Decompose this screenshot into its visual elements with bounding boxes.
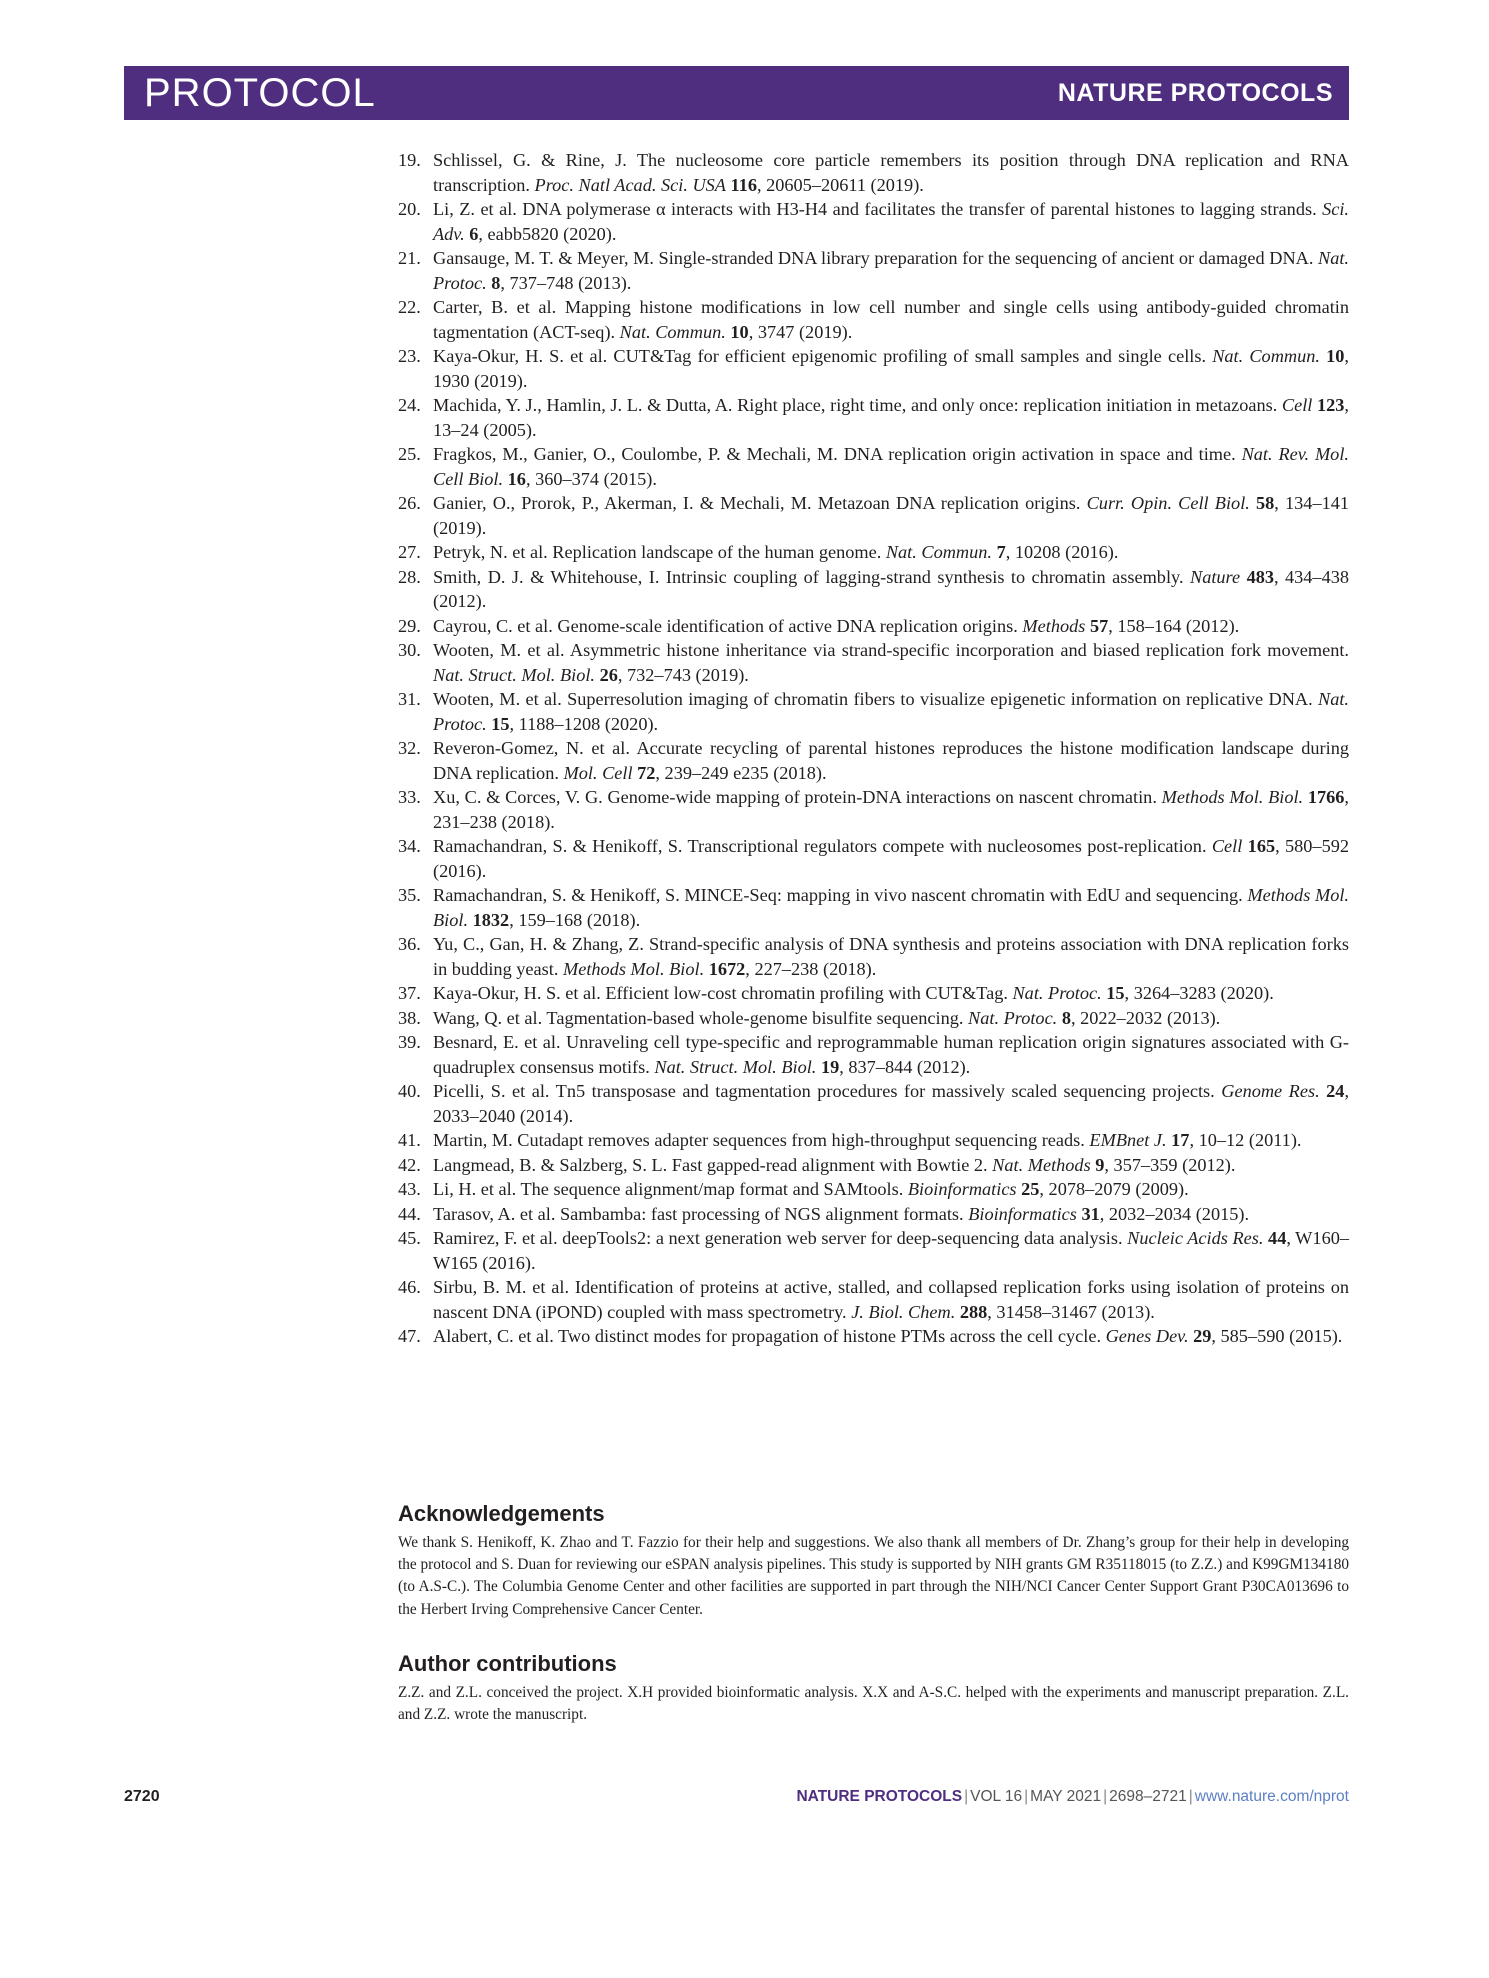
reference-number: 47. xyxy=(398,1326,421,1346)
reference-list xyxy=(398,148,1349,1349)
footer-url-link[interactable]: www.nature.com/nprot xyxy=(1194,1788,1349,1805)
reference-text: Kaya-Okur, H. S. et al. CUT&Tag for efficient epigenomic profiling of small samples and single cells. Nat. Commun. 10, 1930 (2019). xyxy=(433,346,1349,391)
reference-text: Ramirez, F. et al. deepTools2: a next generation web server for deep-sequencing data analysis. Nucleic Acids Res. 44, W160–W165 (2016). xyxy=(433,1228,1349,1273)
reference-number: 22. xyxy=(398,297,421,317)
reference-number: 40. xyxy=(398,1081,421,1101)
reference-item xyxy=(398,246,1349,295)
reference-item xyxy=(398,1128,1349,1153)
author-contributions-text: Z.Z. and Z.L. conceived the project. X.H provided bioinformatic analysis. X.X and A-S.C. helped with the experiments and manuscript preparation. Z.L. and Z.Z. wrote the manuscript. xyxy=(398,1684,1349,1724)
reference-number: 21. xyxy=(398,248,421,268)
reference-number: 30. xyxy=(398,640,421,660)
reference-text: Sirbu, B. M. et al. Identification of proteins at active, stalled, and collapsed replication forks using isolation of proteins on nascent DNA (iPOND) coupled with mass spectrometry. J. Biol. Chem. 288, 31458–31467 (2013). xyxy=(433,1277,1349,1322)
reference-number: 36. xyxy=(398,934,421,954)
reference-text: Carter, B. et al. Mapping histone modifications in low cell number and single cells using antibody-guided chromatin tagmentation (ACT-seq). Nat. Commun. 10, 3747 (2019). xyxy=(433,297,1349,342)
acknowledgements-text: We thank S. Henikoff, K. Zhao and T. Fazzio for their help and suggestions. We also thank all members of Dr. Zhang’s group for their help in developing the protocol and S. Duan for reviewing our eSPAN analysis pipelines. This study is supported by NIH grants GM R35118015 (to Z.Z.) and K99GM134180 (to A.S-C.). The Columbia Genome Center and other facilities are supported in part through the NIH/NCI Cancer Center Support Grant P30CA013696 to the Herbert Irving Comprehensive Cancer Center. xyxy=(398,1534,1349,1618)
reference-item xyxy=(398,736,1349,785)
reference-item xyxy=(398,295,1349,344)
reference-number: 24. xyxy=(398,395,421,415)
page-number: 2720 xyxy=(124,1788,160,1805)
reference-number: 26. xyxy=(398,493,421,513)
footer-citation: NATURE PROTOCOLS | VOL 16 | MAY 2021 | 2698–2721 | www.nature.com/nprot xyxy=(796,1788,1349,1805)
reference-item xyxy=(398,932,1349,981)
reference-number: 34. xyxy=(398,836,421,856)
reference-text: Li, H. et al. The sequence alignment/map format and SAMtools. Bioinformatics 25, 2078–2079 (2009). xyxy=(433,1179,1189,1199)
section-label: PROTOCOL xyxy=(144,71,376,115)
reference-item xyxy=(398,1079,1349,1128)
reference-number: 46. xyxy=(398,1277,421,1297)
reference-text: Martin, M. Cutadapt removes adapter sequences from high-throughput sequencing reads. EMBnet J. 17, 10–12 (2011). xyxy=(433,1130,1302,1150)
reference-text: Alabert, C. et al. Two distinct modes for propagation of histone PTMs across the cell cycle. Genes Dev. 29, 585–590 (2015). xyxy=(433,1326,1343,1346)
reference-text: Wooten, M. et al. Asymmetric histone inheritance via strand-specific incorporation and biased replication fork movement. Nat. Struct. Mol. Biol. 26, 732–743 (2019). xyxy=(433,640,1349,685)
reference-number: 27. xyxy=(398,542,421,562)
reference-item xyxy=(398,1275,1349,1324)
reference-item xyxy=(398,834,1349,883)
reference-item xyxy=(398,1324,1349,1349)
reference-text: Tarasov, A. et al. Sambamba: fast processing of NGS alignment formats. Bioinformatics 31, 2032–2034 (2015). xyxy=(433,1203,1250,1224)
reference-text: Fragkos, M., Ganier, O., Coulombe, P. & Mechali, M. DNA replication origin activation in space and time. Nat. Rev. Mol. Cell Biol. 16, 360–374 (2015). xyxy=(433,444,1349,489)
reference-item xyxy=(398,614,1349,639)
footer-date: MAY 2021 xyxy=(1030,1788,1102,1805)
footer-volume: VOL 16 xyxy=(970,1788,1023,1805)
reference-text: Yu, C., Gan, H. & Zhang, Z. Strand-specific analysis of DNA synthesis and proteins association with DNA replication forks in budding yeast. Methods Mol. Biol. 1672, 227–238 (2018). xyxy=(433,934,1349,979)
reference-number: 29. xyxy=(398,615,421,636)
footer-journal: NATURE PROTOCOLS xyxy=(796,1788,963,1805)
reference-text: Besnard, E. et al. Unraveling cell type-specific and reprogrammable human replication origin signatures associated with G-quadruplex consensus motifs. Nat. Struct. Mol. Biol. 19, 837–844 (2012). xyxy=(433,1032,1349,1077)
reference-item xyxy=(398,442,1349,491)
author-contributions-heading: Author contributions xyxy=(398,1651,617,1676)
reference-item xyxy=(398,148,1349,197)
reference-item xyxy=(398,981,1349,1006)
reference-item xyxy=(398,1177,1349,1202)
reference-text: Picelli, S. et al. Tn5 transposase and tagmentation procedures for massively scaled sequencing projects. Genome Res. 24, 2033–2040 (2014). xyxy=(433,1081,1350,1126)
reference-text: Wang, Q. et al. Tagmentation-based whole-genome bisulfite sequencing. Nat. Protoc. 8, 2022–2032 (2013). xyxy=(433,1007,1221,1028)
journal-name: NATURE PROTOCOLS xyxy=(1057,79,1333,107)
reference-text: Machida, Y. J., Hamlin, J. L. & Dutta, A. Right place, right time, and only once: replication initiation in metazoans. Cell 123, 13–24 (2005). xyxy=(433,395,1349,440)
reference-number: 20. xyxy=(398,199,421,219)
reference-item xyxy=(398,393,1349,442)
acknowledgements-heading: Acknowledgements xyxy=(398,1501,605,1526)
reference-number: 39. xyxy=(398,1032,421,1052)
reference-text: Gansauge, M. T. & Meyer, M. Single-stranded DNA library preparation for the sequencing of ancient or damaged DNA. Nat. Protoc. 8, 737–748 (2013). xyxy=(433,248,1349,293)
reference-number: 45. xyxy=(398,1228,421,1248)
reference-item xyxy=(398,687,1349,736)
reference-number: 44. xyxy=(398,1203,421,1224)
reference-text: Langmead, B. & Salzberg, S. L. Fast gapped-read alignment with Bowtie 2. Nat. Methods 9, 357–359 (2012). xyxy=(433,1154,1236,1175)
reference-text: Petryk, N. et al. Replication landscape of the human genome. Nat. Commun. 7, 10208 (2016). xyxy=(433,542,1119,562)
reference-number: 33. xyxy=(398,787,421,807)
reference-text: Li, Z. et al. DNA polymerase α interacts with H3-H4 and facilitates the transfer of parental histones to lagging strands. Sci. Adv. 6, eabb5820 (2020). xyxy=(433,199,1349,244)
reference-text: Ramachandran, S. & Henikoff, S. Transcriptional regulators compete with nucleosomes post-replication. Cell 165, 580–592 (2016). xyxy=(433,836,1349,881)
reference-item xyxy=(398,883,1349,932)
reference-number: 35. xyxy=(398,885,421,905)
reference-item xyxy=(398,785,1349,834)
reference-number: 25. xyxy=(398,444,421,464)
reference-item xyxy=(398,1226,1349,1275)
reference-number: 42. xyxy=(398,1154,421,1175)
reference-number: 31. xyxy=(398,689,421,709)
reference-text: Ganier, O., Prorok, P., Akerman, I. & Mechali, M. Metazoan DNA replication origins. Curr. Opin. Cell Biol. 58, 134–141 (2019). xyxy=(433,493,1350,538)
footer-pages: 2698–2721 xyxy=(1109,1788,1187,1805)
reference-text: Ramachandran, S. & Henikoff, S. MINCE-Seq: mapping in vivo nascent chromatin with EdU and sequencing. Methods Mol. Biol. 1832, 159–168 (2018). xyxy=(433,885,1349,930)
reference-text: Kaya-Okur, H. S. et al. Efficient low-cost chromatin profiling with CUT&Tag. Nat. Protoc. 15, 3264–3283 (2020). xyxy=(433,983,1274,1003)
reference-item xyxy=(398,344,1349,393)
reference-item xyxy=(398,638,1349,687)
reference-item xyxy=(398,565,1349,614)
reference-number: 38. xyxy=(398,1007,421,1028)
reference-item xyxy=(398,1202,1349,1227)
reference-number: 19. xyxy=(398,150,421,170)
reference-item xyxy=(398,1006,1349,1031)
reference-item xyxy=(398,491,1349,540)
reference-text: Reveron-Gomez, N. et al. Accurate recycling of parental histones reproduces the histone modification landscape during DNA replication. Mol. Cell 72, 239–249 e235 (2018). xyxy=(433,738,1349,783)
reference-item xyxy=(398,197,1349,246)
reference-item xyxy=(398,1030,1349,1079)
reference-item xyxy=(398,540,1349,565)
reference-text: Wooten, M. et al. Superresolution imaging of chromatin fibers to visualize epigenetic information on replicative DNA. Nat. Protoc. 15, 1188–1208 (2020). xyxy=(433,689,1349,734)
reference-text: Smith, D. J. & Whitehouse, I. Intrinsic coupling of lagging-strand synthesis to chromatin assembly. Nature 483, 434–438 (2012). xyxy=(433,566,1349,611)
reference-item xyxy=(398,1153,1349,1178)
acknowledgements-section xyxy=(398,1500,1349,1621)
author-contributions-section xyxy=(398,1650,1349,1726)
reference-number: 43. xyxy=(398,1179,421,1199)
reference-number: 32. xyxy=(398,738,421,758)
reference-number: 23. xyxy=(398,346,421,366)
reference-number: 37. xyxy=(398,983,421,1003)
reference-text: Cayrou, C. et al. Genome-scale identification of active DNA replication origins. Methods 57, 158–164 (2012). xyxy=(433,615,1240,636)
reference-number: 28. xyxy=(398,566,421,587)
reference-text: Schlissel, G. & Rine, J. The nucleosome core particle remembers its position through DNA replication and RNA transcription. Proc. Natl Acad. Sci. USA 116, 20605–20611 (2019). xyxy=(433,150,1349,195)
reference-text: Xu, C. & Corces, V. G. Genome-wide mapping of protein-DNA interactions on nascent chromatin. Methods Mol. Biol. 1766, 231–238 (2018). xyxy=(433,787,1349,832)
reference-number: 41. xyxy=(398,1130,421,1150)
page-header xyxy=(124,66,1349,120)
